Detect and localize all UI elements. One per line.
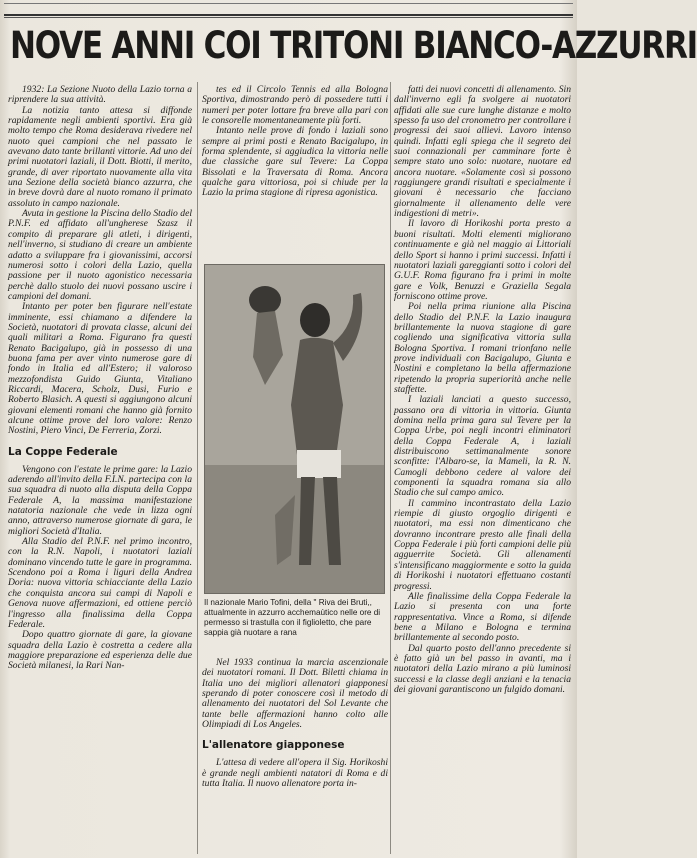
column-divider-2 bbox=[390, 82, 391, 854]
section-subhead: La Coppe Federale bbox=[8, 445, 118, 458]
top-rule bbox=[4, 3, 573, 4]
column-3 bbox=[394, 85, 571, 853]
paragraph: Il lavoro di Horikoshi porta presto a buoni risultati. Molti elementi migliorano continuamente e già nel maggio ai Littoriali dello Sport si hanno i primi successi. Infatti i nuotatori laziali gareggianti sotto i colori del G.U.F. Roma figurano fra i primi in molte gare e Volk, Benuzzi e Graziella Segala forniscono ottime prove. bbox=[394, 218, 571, 302]
paragraph: Vengono con l'estate le prime gare: la Lazio aderendo all'invito della F.I.N. partecipa con la sua squadra di nuoto alla disputa della Coppa Federale A, la massima manifestazione natatoria nazionale che vede in lizza ogni anno, attraverso numerose giornate di gara, le migliori Società d'Italia. bbox=[8, 463, 192, 537]
paragraph: Il cammino incontrastato della Lazio riempie di giusto orgoglio dirigenti e nuotatori, ma essi non dimenticano che dovranno incontrare presto alle finali della Coppa Federale i più forti campioni delle più agguerrite Società. Gli allenamenti s'intensificano maggiormente e sotto la guida di Horikoshi i nuotatori effettuano costanti progressi. bbox=[394, 497, 571, 592]
paragraph: Alle finalissime della Coppa Federale la Lazio si presenta con una forte rappresentativa. Vince a Roma, si difende bene a Milano e Bologna e termina brillantemente al secondo posto. bbox=[394, 590, 571, 644]
section-subhead: L'allenatore giapponese bbox=[202, 739, 345, 752]
paragraph: Intanto nelle prove di fondo i laziali sono sempre ai primi posti e Renato Bacigalupo, in forma splendente, si aggiudica la vittoria nelle due classiche gare sul Tevere: La Coppa Bissolati e la Traversata di Roma. Ancora qualche gara vittoriosa, poi si chiude per la Lazio la prima stagione di ripresa agonistica. bbox=[202, 125, 388, 199]
swimmer-photo-illustration bbox=[205, 265, 384, 593]
paragraph: L'attesa di vedere all'opera il Sig. Horikoshi è grande negli ambienti natatori di Roma e di tutta Italia. Il nuovo allenatore porta in- bbox=[202, 757, 388, 790]
column-1 bbox=[8, 85, 192, 853]
paragraph: Avuta in gestione la Piscina dello Stadio del P.N.F. ed affidato all'ungherese Szasz il compito di preparare gli atleti, i dirigenti, nell'inverno, si studiano di creare un ambiente adatto a sviluppare fra i giovanissimi, accorsi numerosi sotto i colori della Lazio, quella passione per il nuoto agonistico necessaria perchè dallo stuolo dei nuovi possano uscire i campioni del domani. bbox=[8, 208, 192, 302]
headline: NOVE ANNI COI TRITONI BIANCO-AZZURRI bbox=[10, 24, 697, 67]
paragraph: 1932: La Sezione Nuoto della Lazio torna a riprendere la sua attività. bbox=[8, 84, 192, 106]
paragraph: tes ed il Circolo Tennis ed alla Bologna Sportiva, dimostrando però di possedere tutti i numeri per poter lottare fra breve alla pari con le consorelle momentaneamente più forti. bbox=[202, 84, 388, 127]
paragraph: Alla Stadio del P.N.F. nel primo incontro, con la R.N. Napoli, i nuotatori laziali dominano vincendo tutte le gare in programma. Scendono poi a Roma i liguri della Andrea Doria: nuova vittoria schiacciante della Lazio che conquista ancora sui campi di Napoli e Genova nuove affermazioni, ed ottiene perciò l'ingresso alla finalissima della Coppa Federale. bbox=[8, 536, 192, 630]
photo-caption: Il nazionale Mario Tofini, della " Riva dei Bruti,, attualmente in azzurro acchemaùtico nelle ore di permesso si trastulla con il figlioletto, che pare sappia già nuotare a rana bbox=[204, 598, 381, 637]
column-divider-1 bbox=[197, 82, 198, 854]
paragraph: I laziali lanciati a questo successo, passano ora di vittoria in vittoria. Giunta domina nella prima gara sul Tevere per la Coppa Urbe, poi negli incontri eliminatori della Coppa Federale A, i laziali distribuiscono settimanalmente sonore sconfitte: l'Albaro-se, la Mameli, la R. N. Camogli debbono cedere al valore dei componenti la squadra romana sia allo Stadio che sul campo amico. bbox=[394, 394, 571, 499]
paragraph: fatti dei nuovi concetti di allenamento. Sin dall'inverno egli fa svolgere ai nuotatori affidati alle sue cure lunghe distanze e molto spesso fa uso del cronometro per controllare i progressi dei suoi allievi. Lavoro intenso quindi. Infatti egli spiega che il segreto dei suoi connazionali per camminare forte è sempre stato uno solo: nuotare, nuotare ed ancora nuotare. «Solamente così si possono raggiungere grandi risultati e specialmente i giovani è necessario che facciano giornalmente il allenamento delle vere indigestioni di metri». bbox=[394, 84, 571, 220]
header-rule-thin bbox=[4, 17, 573, 18]
paragraph: Dopo quattro giornate di gare, la giovane squadra della Lazio è costretta a cedere alla maggiore preparazione ed esperienza delle due Società milanesi, la Rari Nan- bbox=[8, 629, 192, 672]
paragraph: La notizia tanto attesa si diffonde rapidamente negli ambienti sportivi. Era già molto tempo che Roma desiderava rivedere nel nuoto quei campioni che nel passato le avevano dato tante brillanti vittorie. Ad uno dei primi nuotatori laziali, il Dott. Biotti, il merito, grande, di aver riportato nuovamente alla vita una Sezione della società bianco azzurra, che in breve dovrà dare al nuoto romano il primato assoluto in campo nazionale. bbox=[8, 104, 192, 209]
swimmer-photo bbox=[204, 264, 385, 594]
paragraph: Intanto per poter ben figurare nell'estate imminente, essi chiamano a difendere la Società, nuotatori di provata classe, alcuni dei quali militari a Roma. Figurano fra questi Renato Bacigalupo, già in possesso di una buona fama per aver vinto numerose gare di fondo in Italia ed all'Estero; il valoroso mezzofondista Guido Giunta, Vitaliano Riccardi, Macera, Scholz, Dusi, Furio e Roberto Blasich. A questi si aggiungono alcuni giovani elementi romani che hanno già fornito alcune ottime prove del loro valore: Renzo Nostini, Piero Vinci, De Ferreria, Zorzi. bbox=[8, 301, 192, 437]
header-rule bbox=[4, 14, 573, 16]
paragraph: Dal quarto posto dell'anno precedente si è fatto già un bel passo in avanti, ma i nuotatori della Lazio mirano a più luminosi successi e la classe degli anziani e la tenacia dei giovani garantiscono un fulgido domani. bbox=[394, 642, 571, 695]
column-2-top bbox=[202, 85, 388, 245]
paragraph: Poi nella prima riunione alla Piscina dello Stadio del P.N.F. la Lazio inaugura brillantemente la nuova stagione di gare cogliendo una significativa vittoria sulla Bologna Sportiva. I romani trionfano nelle prove individuali con Bacigalupo, Giunta e Nostini e completano la bella affermazione ripetendo la propria superiorità anche nelle staffette. bbox=[394, 301, 571, 395]
paragraph: Nel 1933 continua la marcia ascenzionale dei nuotatori romani. Il Dott. Biletti chiama in Italia uno dei migliori allenatori giapponesi sperando di poter conoscere così il metodo di allenamento dei nuotatori del Sol Levante che tante belle affermazioni hanno colto alle Olimpiadi di Los Angeles. bbox=[202, 657, 388, 731]
column-2-bottom bbox=[202, 658, 388, 853]
